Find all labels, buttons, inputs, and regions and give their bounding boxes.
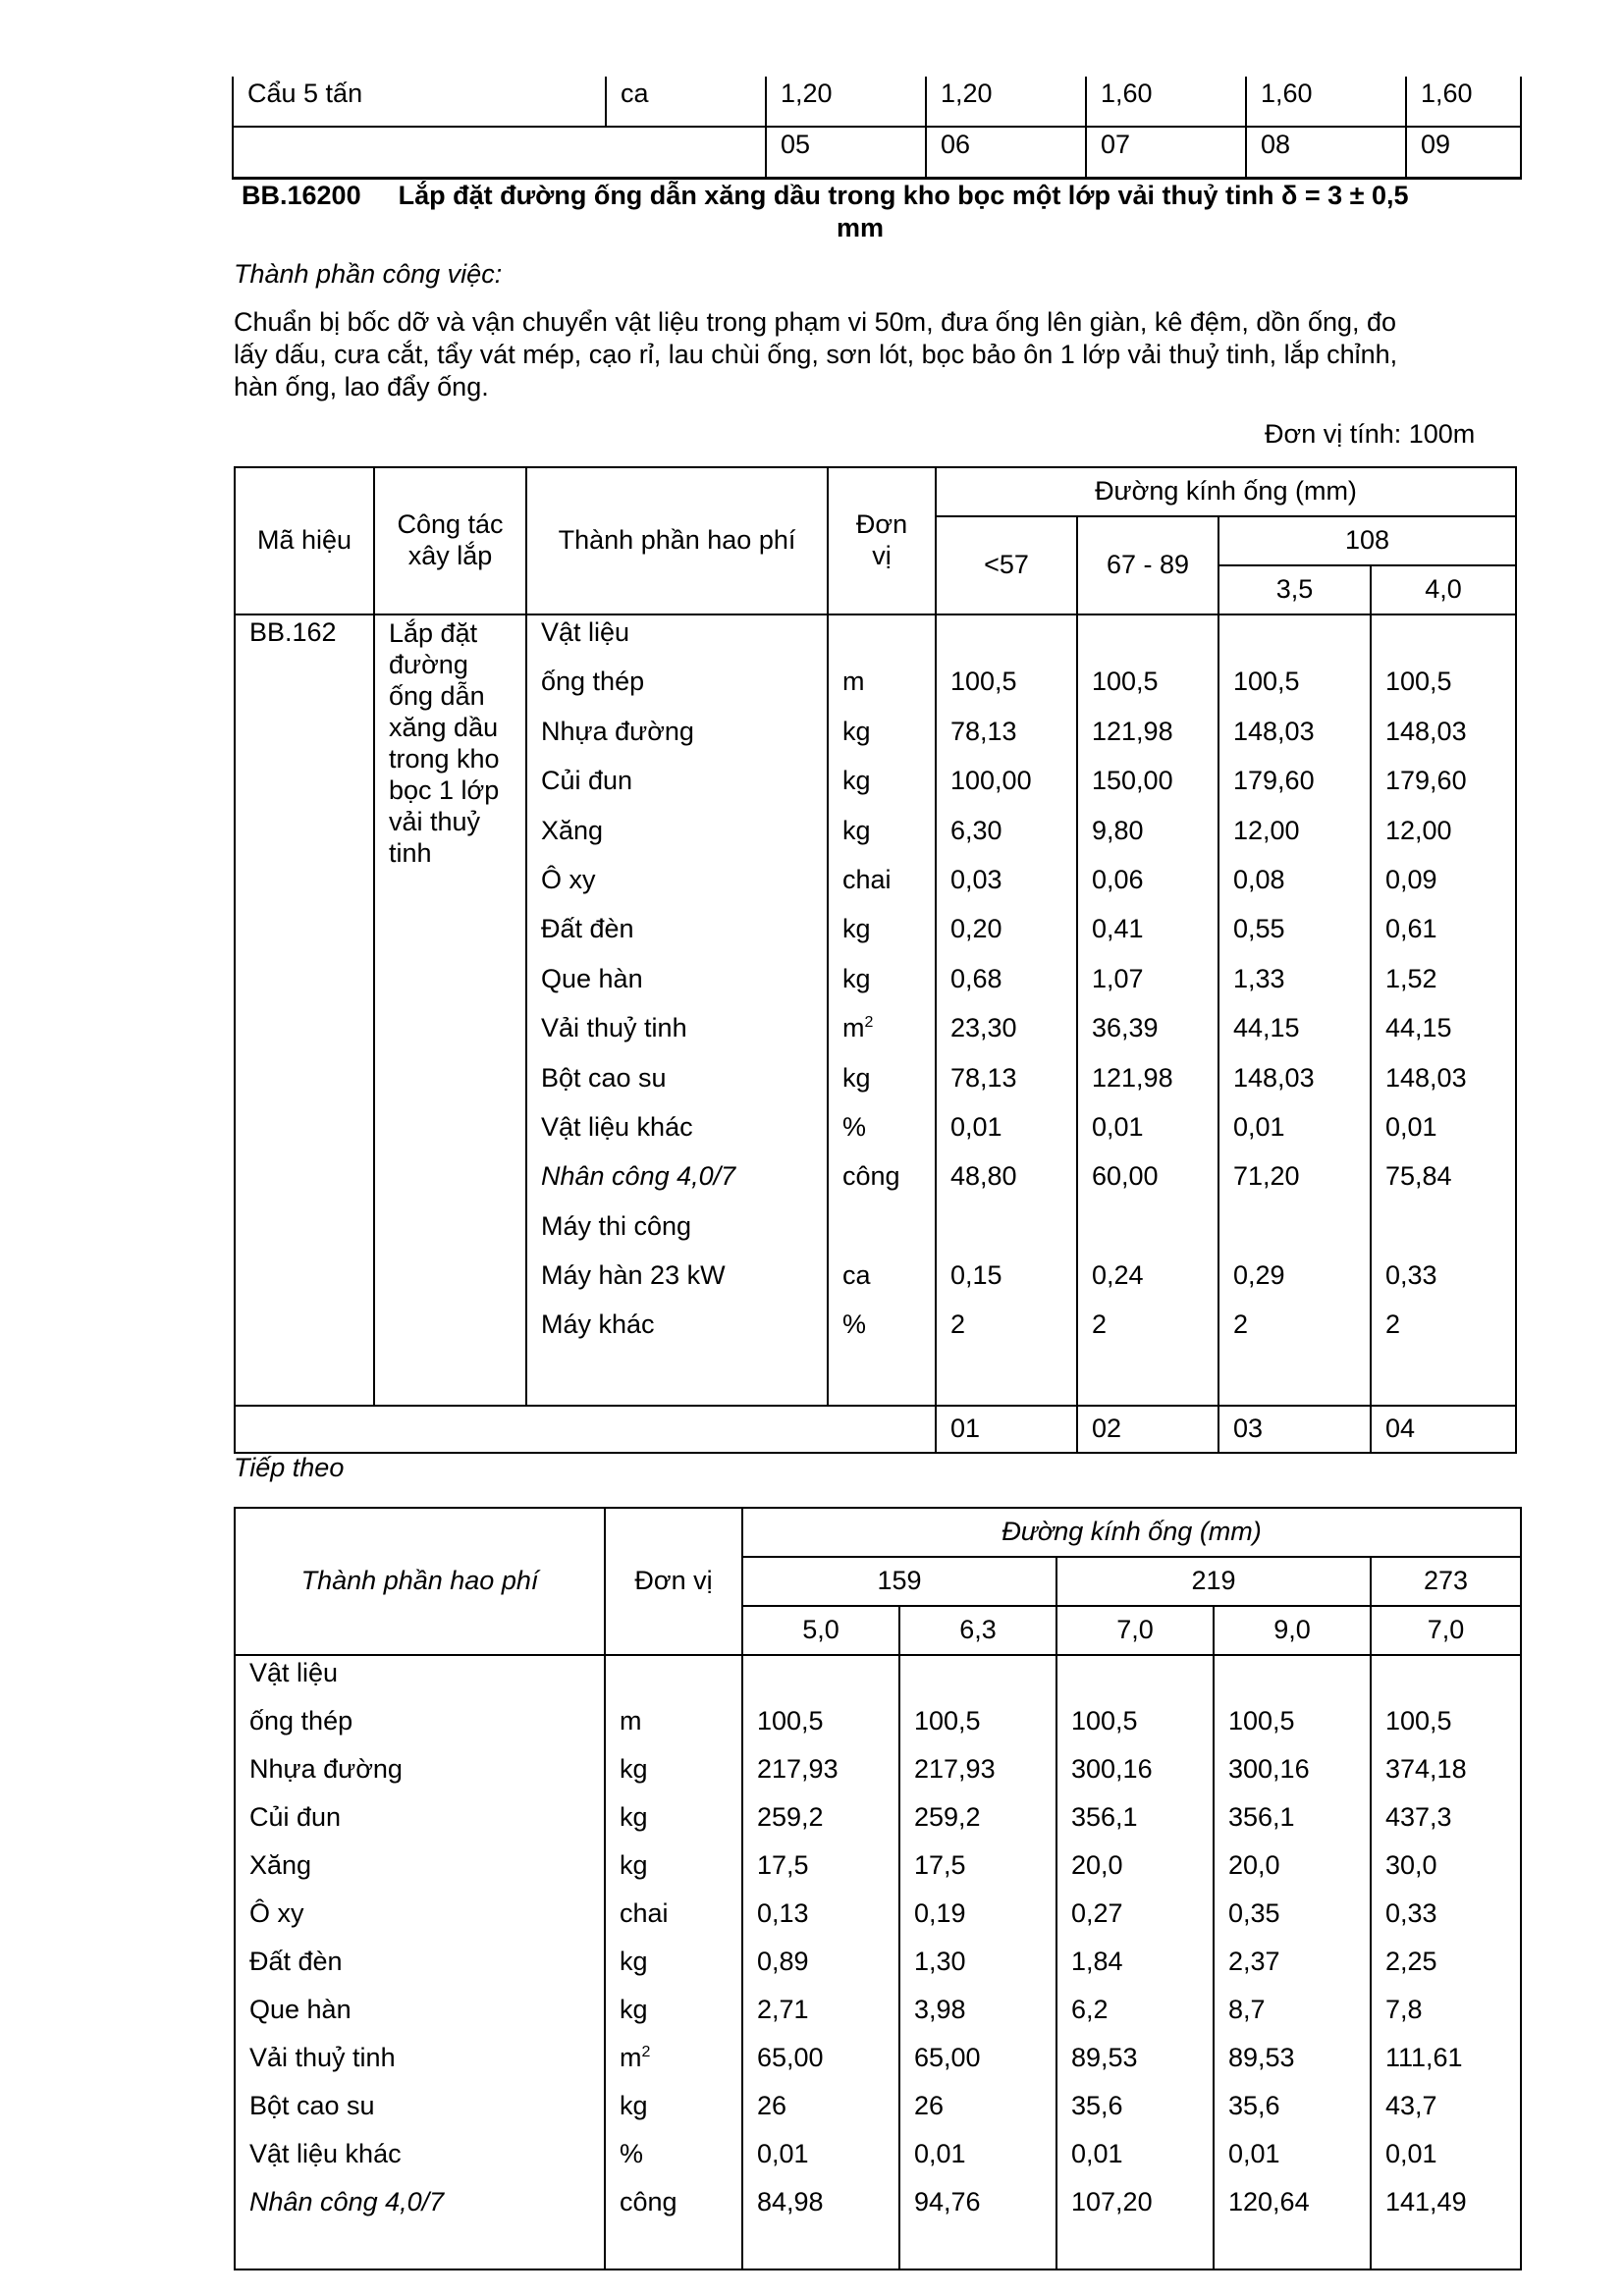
value-cell: [1385, 1658, 1506, 1706]
header-text: Đơn: [855, 509, 908, 540]
value-cell: 217,93: [914, 1754, 996, 1784]
unit-column: [828, 614, 936, 1406]
row-name: Máy khác: [541, 1309, 655, 1340]
work-line: Lắp đặt: [389, 618, 478, 648]
value-cell: 141,49: [1385, 2187, 1467, 2216]
value-cell: 356,1: [1071, 1802, 1138, 1832]
value-cell: 12,00: [1233, 815, 1300, 845]
value-cell: 100,5: [914, 1706, 981, 1735]
value-cell: 111,61: [1385, 2043, 1463, 2072]
unit-column: [605, 1655, 742, 2269]
header-g1: 159: [742, 1557, 1056, 1606]
value-cell: 148,03: [1385, 716, 1467, 746]
value-cell: 0,41: [1092, 914, 1144, 944]
value-cell: 2,25: [1385, 1947, 1437, 1976]
value-cell: 121,98: [1092, 716, 1173, 746]
row-name: Xăng: [541, 815, 604, 845]
value-cell: 0,33: [1385, 1260, 1437, 1291]
value-cell: 7,8: [1385, 1995, 1423, 2024]
value-cell: 0,01: [1385, 2139, 1437, 2168]
value-cell: 1,84: [1071, 1947, 1123, 1976]
value-cell: 0,06: [1092, 864, 1144, 894]
name-column: [235, 1655, 605, 2269]
row-unit: công: [842, 1161, 900, 1192]
header-ma-hieu: Mã hiệu: [235, 467, 374, 614]
value-cell: 179,60: [1233, 766, 1315, 796]
value-cell: 179,60: [1385, 766, 1467, 796]
work-line: vải thuỷ: [389, 807, 481, 836]
section-title: Lắp đặt đường ống dẫn xăng dầu trong kho bọc một lớp vải thuỷ tinh δ = 3 ± 0,5: [398, 181, 1409, 210]
cell: 1,20: [926, 77, 1086, 127]
value-cell: 35,6: [1071, 2091, 1123, 2120]
row-unit: %: [620, 2139, 644, 2168]
row-name: Xăng: [249, 1850, 312, 1880]
row-unit: kg: [842, 963, 871, 993]
row-name: Vải thuỷ tinh: [249, 2043, 396, 2072]
value-cell: 89,53: [1071, 2043, 1138, 2072]
value-cell: 17,5: [914, 1850, 966, 1880]
value-column: [1371, 614, 1516, 1406]
row-name: Vật liệu: [249, 1658, 339, 1687]
row-name: Máy hàn 23 kW: [541, 1260, 726, 1291]
value-cell: 0,08: [1233, 864, 1285, 894]
value-cell: 26: [757, 2091, 787, 2120]
value-cell: 0,29: [1233, 1260, 1285, 1291]
value-cell: 0,19: [914, 1898, 966, 1928]
row-unit: kg: [620, 1802, 648, 1832]
value-cell: 6,30: [950, 815, 1002, 845]
row-unit: kg: [620, 1754, 648, 1784]
unit-sup: 2: [641, 2044, 651, 2060]
row-unit: m: [620, 1706, 642, 1735]
footer-code: 03: [1218, 1406, 1371, 1453]
cell: [233, 127, 766, 179]
value-cell: 75,84: [1385, 1161, 1452, 1192]
section-title-cont: mm: [837, 213, 885, 242]
footer-code: 01: [936, 1406, 1077, 1453]
value-cell: 0,01: [1071, 2139, 1123, 2168]
value-cell: 0,01: [757, 2139, 809, 2168]
value-cell: 2: [1233, 1309, 1249, 1340]
value-cell: 2,37: [1228, 1947, 1280, 1976]
value-cell: 43,7: [1385, 2091, 1437, 2120]
row-unit: kg: [842, 815, 871, 845]
header-cong-tac: [374, 467, 526, 614]
value-cell: 1,52: [1385, 963, 1437, 993]
cell: ca: [606, 77, 766, 127]
value-column: [1214, 1655, 1371, 2269]
work-line: trong kho: [389, 744, 500, 774]
header-s: 7,0: [1056, 1606, 1214, 1655]
value-cell: [1092, 1211, 1204, 1260]
value-cell: 78,13: [950, 716, 1017, 746]
value-cell: 44,15: [1233, 1013, 1300, 1043]
header-row: [235, 1508, 1521, 1557]
value-cell: [1228, 1658, 1356, 1706]
value-column: [936, 614, 1077, 1406]
value-cell: 120,64: [1228, 2187, 1310, 2216]
row-name: Máy thi công: [541, 1210, 692, 1241]
row-name: Nhân công 4,0/7: [541, 1161, 736, 1192]
value-cell: 20,0: [1071, 1850, 1123, 1880]
row-name: Đất đèn: [249, 1947, 343, 1976]
row-name: Vải thuỷ tinh: [541, 1013, 687, 1043]
cell: Cẩu 5 tấn: [233, 77, 606, 127]
value-cell: 0,61: [1385, 914, 1437, 944]
value-cell: 0,27: [1071, 1898, 1123, 1928]
value-cell: 437,3: [1385, 1802, 1452, 1832]
value-cell: 0,24: [1092, 1260, 1144, 1291]
value-cell: 12,00: [1385, 815, 1452, 845]
row-name: ống thép: [541, 667, 645, 697]
value-cell: 0,01: [1233, 1111, 1285, 1142]
value-cell: 71,20: [1233, 1161, 1300, 1192]
value-cell: [1385, 1211, 1501, 1260]
work-text-1: Chuẩn bị bốc dỡ và vận chuyển vật liệu trong phạm vi 50m, đưa ống lên giàn, kê đệm, dồn ống, đo: [234, 307, 1397, 337]
row-name: Nhựa đường: [541, 716, 694, 746]
row-unit: chai: [842, 864, 892, 894]
table-body-row: [235, 1655, 1521, 2269]
value-cell: 100,5: [757, 1706, 824, 1735]
value-cell: 23,30: [950, 1013, 1017, 1043]
table-row: [233, 77, 1521, 127]
header-don-vi: [828, 467, 936, 614]
row-name: ống thép: [249, 1706, 353, 1735]
value-cell: [757, 1658, 885, 1706]
value-cell: 0,55: [1233, 914, 1285, 944]
value-cell: 8,7: [1228, 1995, 1266, 2024]
value-cell: [914, 1658, 1042, 1706]
row-name: Đất đèn: [541, 914, 634, 944]
row-unit: m: [842, 667, 865, 697]
work-line: đường: [389, 650, 468, 679]
header-thanh-phan: Thành phần hao phí: [235, 1508, 605, 1655]
row-name: Vật liệu khác: [541, 1111, 693, 1142]
value-cell: 0,01: [950, 1111, 1002, 1142]
value-cell: 0,68: [950, 963, 1002, 993]
header-d1: <57: [936, 516, 1077, 614]
row-unit: kg: [842, 1062, 871, 1093]
value-cell: 121,98: [1092, 1062, 1173, 1093]
work-line: tinh: [389, 838, 432, 868]
value-cell: 300,16: [1071, 1754, 1153, 1784]
value-cell: 0,01: [1092, 1111, 1144, 1142]
value-cell: 1,30: [914, 1947, 966, 1976]
value-cell: 100,5: [1385, 1706, 1452, 1735]
value-cell: 44,15: [1385, 1013, 1452, 1043]
row-name: Ô xy: [541, 864, 596, 894]
value-cell: 148,03: [1233, 716, 1315, 746]
row-unit: công: [620, 2187, 677, 2216]
value-cell: [950, 1211, 1062, 1260]
row-name: Củi đun: [541, 766, 633, 796]
value-cell: 1,07: [1092, 963, 1144, 993]
value-cell: 0,15: [950, 1260, 1002, 1291]
header-s: 9,0: [1214, 1606, 1371, 1655]
footer-row: [235, 1406, 1516, 1453]
cell: 1,20: [766, 77, 926, 127]
footer-code: 04: [1371, 1406, 1516, 1453]
value-cell: 1,33: [1233, 963, 1285, 993]
header-g3: 273: [1371, 1557, 1521, 1606]
table-row: [233, 127, 1521, 179]
row-unit: [842, 1211, 921, 1260]
value-cell: 100,5: [1071, 1706, 1138, 1735]
cell: 05: [766, 127, 926, 179]
row-name: Que hàn: [249, 1995, 352, 2024]
row-name: Vật liệu khác: [249, 2139, 402, 2168]
cell: [235, 1406, 936, 1453]
row-unit: [620, 2043, 728, 2091]
value-cell: 217,93: [757, 1754, 839, 1784]
header-text: Công tác: [397, 509, 504, 540]
value-cell: 2: [1092, 1309, 1108, 1340]
header-duong-kinh: Đường kính ống (mm): [936, 467, 1516, 516]
header-d3: 108: [1218, 516, 1516, 565]
value-cell: 36,39: [1092, 1013, 1159, 1043]
value-cell: 0,01: [1385, 1111, 1437, 1142]
header-thanh-phan: Thành phần hao phí: [526, 467, 828, 614]
value-cell: 17,5: [757, 1850, 809, 1880]
row-name: Củi đun: [249, 1802, 342, 1832]
value-cell: 150,00: [1092, 766, 1173, 796]
value-cell: [1071, 1658, 1199, 1706]
value-cell: 84,98: [757, 2187, 824, 2216]
footer-code: 02: [1077, 1406, 1218, 1453]
unit-note: Đơn vị tính: 100m: [1265, 419, 1476, 449]
value-cell: [1092, 617, 1204, 667]
unit-sup: 2: [864, 1014, 874, 1032]
value-cell: [950, 617, 1062, 667]
value-cell: 100,5: [1385, 667, 1452, 697]
unit-text: m: [620, 2043, 642, 2072]
value-column: [742, 1655, 899, 2269]
cell: 09: [1406, 127, 1521, 179]
row-unit: ca: [842, 1260, 871, 1291]
header-s: 7,0: [1371, 1606, 1521, 1655]
row-unit: kg: [620, 1850, 648, 1880]
section-heading: [242, 181, 1409, 212]
value-cell: 35,6: [1228, 2091, 1280, 2120]
row-name: Vật liệu: [541, 617, 630, 647]
value-cell: 0,20: [950, 914, 1002, 944]
row-name: Ô xy: [249, 1898, 304, 1928]
header-text: xây lắp: [407, 541, 493, 570]
row-unit: kg: [620, 1995, 648, 2024]
value-cell: 60,00: [1092, 1161, 1159, 1192]
unit-text: m: [842, 1013, 865, 1043]
value-cell: 0,09: [1385, 864, 1437, 894]
value-cell: 9,80: [1092, 815, 1144, 845]
value-cell: 300,16: [1228, 1754, 1310, 1784]
value-cell: 3,98: [914, 1995, 966, 2024]
cell: 06: [926, 127, 1086, 179]
value-cell: 0,35: [1228, 1898, 1280, 1928]
cell: 1,60: [1246, 77, 1406, 127]
row-unit: kg: [842, 914, 871, 944]
header-don-vi: Đơn vị: [605, 1508, 742, 1655]
row-unit: %: [842, 1309, 867, 1340]
row-name: Bột cao su: [249, 2091, 375, 2120]
top-continuation-table: [232, 77, 1522, 180]
header-s: 6,3: [899, 1606, 1056, 1655]
value-cell: 30,0: [1385, 1850, 1437, 1880]
value-cell: 100,00: [950, 766, 1032, 796]
header-text: vị: [872, 541, 892, 570]
value-cell: [1385, 617, 1501, 667]
value-cell: 259,2: [757, 1802, 824, 1832]
value-cell: 259,2: [914, 1802, 981, 1832]
cell: 1,60: [1406, 77, 1521, 127]
value-cell: [1233, 617, 1356, 667]
value-cell: 100,5: [1092, 667, 1159, 697]
continued-label: Tiếp theo: [234, 1453, 345, 1482]
value-cell: 0,33: [1385, 1898, 1437, 1928]
header-d2: 67 - 89: [1077, 516, 1218, 614]
norm-table-2: [234, 1507, 1522, 2270]
value-cell: 0,13: [757, 1898, 809, 1928]
row-unit: kg: [620, 2091, 648, 2120]
section-code: BB.16200: [242, 181, 361, 210]
row-name: Nhựa đường: [249, 1754, 403, 1784]
value-cell: 6,2: [1071, 1995, 1109, 2024]
work-line: bọc 1 lớp: [389, 775, 500, 805]
value-cell: 65,00: [757, 2043, 824, 2072]
row-name: Bột cao su: [541, 1062, 667, 1093]
work-text-2: lấy dấu, cưa cắt, tẩy vát mép, cạo rỉ, lau chùi ống, sơn lót, bọc bảo ôn 1 lớp vải thuỷ tinh, lắp chỉnh,: [234, 340, 1398, 369]
header-s: 5,0: [742, 1606, 899, 1655]
cell: 07: [1086, 127, 1246, 179]
header-d3b: 4,0: [1371, 565, 1516, 614]
norm-table-1: [234, 466, 1517, 1454]
value-column: [1218, 614, 1371, 1406]
value-cell: 20,0: [1228, 1850, 1280, 1880]
value-cell: 148,03: [1233, 1062, 1315, 1093]
work-cell: [374, 614, 526, 1406]
value-cell: 2: [1385, 1309, 1401, 1340]
header-duong-kinh: Đường kính ống (mm): [742, 1508, 1521, 1557]
value-cell: [1233, 1211, 1356, 1260]
value-cell: 356,1: [1228, 1802, 1295, 1832]
value-cell: 65,00: [914, 2043, 981, 2072]
value-cell: 100,5: [1233, 667, 1300, 697]
cell: 08: [1246, 127, 1406, 179]
value-column: [1077, 614, 1218, 1406]
row-unit: [842, 1013, 921, 1062]
row-name: Nhân công 4,0/7: [249, 2187, 445, 2216]
value-cell: 78,13: [950, 1062, 1017, 1093]
cell: 1,60: [1086, 77, 1246, 127]
value-cell: 89,53: [1228, 2043, 1295, 2072]
value-cell: 0,03: [950, 864, 1002, 894]
header-g2: 219: [1056, 1557, 1371, 1606]
row-unit: kg: [842, 716, 871, 746]
value-cell: 0,89: [757, 1947, 809, 1976]
name-column: [526, 614, 828, 1406]
header-row: [235, 467, 1516, 516]
value-cell: 148,03: [1385, 1062, 1467, 1093]
row-name: Que hàn: [541, 963, 643, 993]
value-column: [899, 1655, 1056, 2269]
header-d3a: 3,5: [1218, 565, 1371, 614]
value-cell: 2: [950, 1309, 966, 1340]
value-column: [1371, 1655, 1521, 2269]
value-cell: 100,5: [1228, 1706, 1295, 1735]
row-unit: kg: [620, 1947, 648, 1976]
row-unit: [620, 1658, 728, 1706]
work-line: ống dẫn: [389, 681, 485, 711]
value-cell: 26: [914, 2091, 945, 2120]
row-unit: %: [842, 1111, 867, 1142]
value-column: [1056, 1655, 1214, 2269]
value-cell: 0,01: [914, 2139, 966, 2168]
value-cell: 100,5: [950, 667, 1017, 697]
value-cell: 48,80: [950, 1161, 1017, 1192]
work-text-3: hàn ống, lao đẩy ống.: [234, 372, 489, 401]
row-unit: chai: [620, 1898, 669, 1928]
work-label: Thành phần công việc:: [234, 259, 503, 289]
value-cell: 107,20: [1071, 2187, 1153, 2216]
code-cell: BB.162: [235, 614, 374, 1406]
value-cell: 0,01: [1228, 2139, 1280, 2168]
value-cell: 374,18: [1385, 1754, 1467, 1784]
value-cell: 2,71: [757, 1995, 809, 2024]
work-line: xăng dầu: [389, 713, 499, 742]
table-body-row: [235, 614, 1516, 1406]
value-cell: 94,76: [914, 2187, 981, 2216]
row-unit: [842, 617, 921, 667]
row-unit: kg: [842, 766, 871, 796]
